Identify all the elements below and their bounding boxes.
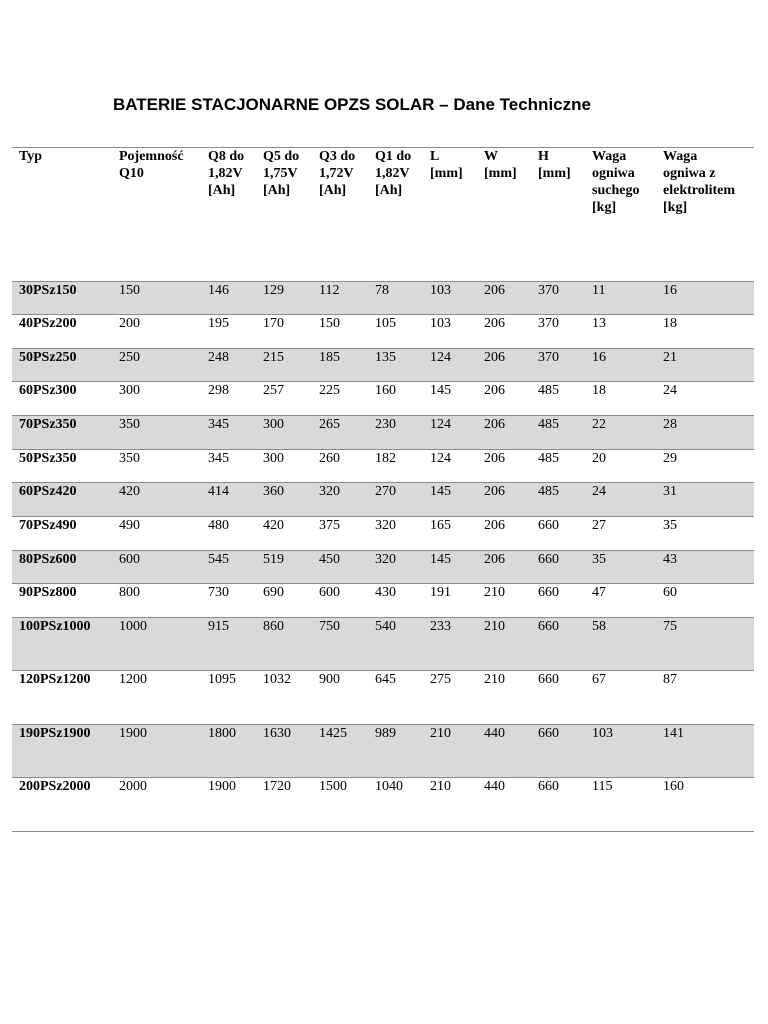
header-label: [mm] xyxy=(484,166,517,181)
table-row xyxy=(12,618,754,671)
table-cell: 989 xyxy=(375,726,396,741)
table-row xyxy=(12,450,754,483)
table-cell: 1000 xyxy=(119,619,147,634)
table-cell: 370 xyxy=(538,350,559,365)
table-cell: 660 xyxy=(538,672,559,687)
table-cell: 485 xyxy=(538,417,559,432)
table-cell: 860 xyxy=(263,619,284,634)
table-row xyxy=(12,671,754,725)
table-cell: 135 xyxy=(375,350,396,365)
table-cell: 660 xyxy=(538,726,559,741)
table-cell: 1040 xyxy=(375,779,403,794)
table-header-cell xyxy=(477,148,531,281)
table-cell: 24 xyxy=(663,383,677,398)
table-cell: 191 xyxy=(430,585,451,600)
table-cell: 206 xyxy=(484,383,505,398)
table-cell: 195 xyxy=(208,316,229,331)
table-cell: 35 xyxy=(592,552,606,567)
header-label: 1,72V xyxy=(319,166,354,181)
table-cell: 730 xyxy=(208,585,229,600)
table-cell: 915 xyxy=(208,619,229,634)
table-cell: 206 xyxy=(484,451,505,466)
table-cell: 320 xyxy=(375,518,396,533)
table-cell: 375 xyxy=(319,518,340,533)
header-label: [kg] xyxy=(592,200,617,215)
table-cell: 11 xyxy=(592,283,606,298)
table-header-cell xyxy=(12,148,112,281)
table-cell: 545 xyxy=(208,552,229,567)
header-label: [Ah] xyxy=(263,183,291,198)
header-label: 1,82V xyxy=(208,166,243,181)
table-cell: 206 xyxy=(484,552,505,567)
table-cell: 490 xyxy=(119,518,140,533)
table-row xyxy=(12,416,754,450)
header-label: 1,82V xyxy=(375,166,410,181)
table-header-cell xyxy=(423,148,477,281)
battery-type-cell: 70PSz350 xyxy=(19,417,77,432)
header-label: [mm] xyxy=(538,166,571,181)
battery-type-cell: 50PSz350 xyxy=(19,451,77,466)
table-cell: 300 xyxy=(119,383,140,398)
table-row xyxy=(12,584,754,618)
table-cell: 450 xyxy=(319,552,340,567)
table-cell: 206 xyxy=(484,417,505,432)
table-cell: 210 xyxy=(484,672,505,687)
table-cell: 150 xyxy=(319,316,340,331)
table-cell: 298 xyxy=(208,383,229,398)
header-label: [Ah] xyxy=(319,183,347,198)
table-row xyxy=(12,282,754,315)
table-cell: 103 xyxy=(430,316,451,331)
table-cell: 206 xyxy=(484,484,505,499)
table-cell: 31 xyxy=(663,484,677,499)
table-header-cell xyxy=(368,148,423,281)
table-cell: 600 xyxy=(119,552,140,567)
table-cell: 185 xyxy=(319,350,340,365)
table-row xyxy=(12,551,754,584)
table-row xyxy=(12,483,754,517)
table-cell: 265 xyxy=(319,417,340,432)
table-cell: 24 xyxy=(592,484,606,499)
table-cell: 440 xyxy=(484,779,505,794)
header-label: Q8 do xyxy=(208,149,245,164)
table-cell: 660 xyxy=(538,779,559,794)
table-cell: 129 xyxy=(263,283,284,298)
table-cell: 660 xyxy=(538,585,559,600)
header-label: Q10 xyxy=(119,166,144,181)
table-cell: 146 xyxy=(208,283,229,298)
table-cell: 900 xyxy=(319,672,340,687)
table-cell: 27 xyxy=(592,518,606,533)
table-cell: 160 xyxy=(663,779,684,794)
table-cell: 145 xyxy=(430,552,451,567)
table-cell: 345 xyxy=(208,417,229,432)
header-label: W xyxy=(484,149,498,164)
table-cell: 257 xyxy=(263,383,284,398)
table-cell: 420 xyxy=(119,484,140,499)
table-cell: 16 xyxy=(592,350,606,365)
table-cell: 260 xyxy=(319,451,340,466)
battery-type-cell: 90PSz800 xyxy=(19,585,77,600)
header-label: Typ xyxy=(19,149,43,164)
table-cell: 350 xyxy=(119,417,140,432)
table-cell: 440 xyxy=(484,726,505,741)
table-cell: 18 xyxy=(663,316,677,331)
header-label: L xyxy=(430,149,440,164)
table-cell: 485 xyxy=(538,451,559,466)
table-cell: 1900 xyxy=(208,779,236,794)
table-header-cell xyxy=(201,148,256,281)
table-cell: 87 xyxy=(663,672,677,687)
table-row xyxy=(12,382,754,416)
table-cell: 43 xyxy=(663,552,677,567)
table-cell: 215 xyxy=(263,350,284,365)
table-cell: 58 xyxy=(592,619,606,634)
table-header-cell xyxy=(585,148,656,281)
table-cell: 370 xyxy=(538,283,559,298)
header-label: ogniwa xyxy=(592,166,635,181)
table-cell: 1800 xyxy=(208,726,236,741)
table-row xyxy=(12,725,754,778)
battery-type-cell: 60PSz300 xyxy=(19,383,77,398)
table-cell: 206 xyxy=(484,316,505,331)
table-cell: 2000 xyxy=(119,779,147,794)
header-label: Q5 do xyxy=(263,149,300,164)
table-cell: 182 xyxy=(375,451,396,466)
table-cell: 420 xyxy=(263,518,284,533)
table-cell: 414 xyxy=(208,484,229,499)
table-cell: 210 xyxy=(484,585,505,600)
table-cell: 210 xyxy=(484,619,505,634)
table-cell: 660 xyxy=(538,619,559,634)
table-cell: 103 xyxy=(430,283,451,298)
table-cell: 206 xyxy=(484,518,505,533)
battery-type-cell: 100PSz1000 xyxy=(19,619,91,634)
battery-type-cell: 120PSz1200 xyxy=(19,672,91,687)
table-cell: 248 xyxy=(208,350,229,365)
header-label: 1,75V xyxy=(263,166,298,181)
table-cell: 124 xyxy=(430,451,451,466)
table-cell: 28 xyxy=(663,417,677,432)
table-cell: 485 xyxy=(538,383,559,398)
battery-type-cell: 60PSz420 xyxy=(19,484,77,499)
table-cell: 320 xyxy=(319,484,340,499)
table-cell: 60 xyxy=(663,585,677,600)
table-cell: 485 xyxy=(538,484,559,499)
table-cell: 233 xyxy=(430,619,451,634)
table-cell: 78 xyxy=(375,283,389,298)
table-cell: 345 xyxy=(208,451,229,466)
table-cell: 1500 xyxy=(319,779,347,794)
table-cell: 112 xyxy=(319,283,340,298)
table-cell: 75 xyxy=(663,619,677,634)
table-cell: 645 xyxy=(375,672,396,687)
table-row xyxy=(12,778,754,832)
header-label: Q3 do xyxy=(319,149,356,164)
header-label: H xyxy=(538,149,549,164)
table-cell: 22 xyxy=(592,417,606,432)
table-cell: 115 xyxy=(592,779,613,794)
table-cell: 124 xyxy=(430,350,451,365)
table-cell: 300 xyxy=(263,451,284,466)
table-cell: 250 xyxy=(119,350,140,365)
header-label: suchego xyxy=(592,183,640,198)
table-cell: 1720 xyxy=(263,779,291,794)
battery-type-cell: 80PSz600 xyxy=(19,552,77,567)
table-cell: 320 xyxy=(375,552,396,567)
battery-type-cell: 50PSz250 xyxy=(19,350,77,365)
table-cell: 660 xyxy=(538,518,559,533)
table-cell: 800 xyxy=(119,585,140,600)
table-cell: 270 xyxy=(375,484,396,499)
table-cell: 200 xyxy=(119,316,140,331)
table-cell: 165 xyxy=(430,518,451,533)
table-cell: 170 xyxy=(263,316,284,331)
table-cell: 16 xyxy=(663,283,677,298)
table-cell: 29 xyxy=(663,451,677,466)
table-cell: 230 xyxy=(375,417,396,432)
table-row xyxy=(12,517,754,551)
table-cell: 480 xyxy=(208,518,229,533)
header-label: [Ah] xyxy=(208,183,236,198)
table-cell: 35 xyxy=(663,518,677,533)
table-cell: 1032 xyxy=(263,672,291,687)
table-header-cell xyxy=(656,148,754,281)
table-row xyxy=(12,315,754,349)
table-cell: 300 xyxy=(263,417,284,432)
page-title: BATERIE STACJONARNE OPZS SOLAR – Dane Techniczne xyxy=(113,95,591,114)
table-header-cell xyxy=(256,148,312,281)
table-cell: 20 xyxy=(592,451,606,466)
table-cell: 18 xyxy=(592,383,606,398)
battery-type-cell: 200PSz2000 xyxy=(19,779,91,794)
table-cell: 1630 xyxy=(263,726,291,741)
header-label: Waga xyxy=(663,149,698,164)
table-cell: 1200 xyxy=(119,672,147,687)
battery-type-cell: 190PSz1900 xyxy=(19,726,91,741)
table-cell: 103 xyxy=(592,726,613,741)
table-header-cell xyxy=(312,148,368,281)
table-cell: 206 xyxy=(484,350,505,365)
header-label: Waga xyxy=(592,149,627,164)
header-label: [mm] xyxy=(430,166,463,181)
table-cell: 540 xyxy=(375,619,396,634)
table-cell: 519 xyxy=(263,552,284,567)
table-cell: 210 xyxy=(430,726,451,741)
table-cell: 105 xyxy=(375,316,396,331)
table-header-cell xyxy=(531,148,585,281)
header-label: elektrolitem xyxy=(663,183,736,198)
table-cell: 275 xyxy=(430,672,451,687)
battery-type-cell: 70PSz490 xyxy=(19,518,77,533)
battery-type-cell: 30PSz150 xyxy=(19,283,77,298)
battery-type-cell: 40PSz200 xyxy=(19,316,77,331)
table-header-cell xyxy=(112,148,201,281)
table-cell: 660 xyxy=(538,552,559,567)
table-cell: 350 xyxy=(119,451,140,466)
spec-table xyxy=(12,147,754,832)
table-cell: 225 xyxy=(319,383,340,398)
table-cell: 210 xyxy=(430,779,451,794)
table-row xyxy=(12,349,754,382)
table-cell: 600 xyxy=(319,585,340,600)
table-header-row xyxy=(12,148,754,282)
table-cell: 206 xyxy=(484,283,505,298)
table-cell: 1095 xyxy=(208,672,236,687)
table-cell: 47 xyxy=(592,585,606,600)
table-cell: 124 xyxy=(430,417,451,432)
table-cell: 145 xyxy=(430,383,451,398)
table-cell: 160 xyxy=(375,383,396,398)
header-label: [Ah] xyxy=(375,183,403,198)
header-label: Q1 do xyxy=(375,149,412,164)
table-cell: 370 xyxy=(538,316,559,331)
table-cell: 150 xyxy=(119,283,140,298)
header-label: ogniwa z xyxy=(663,166,716,181)
table-cell: 67 xyxy=(592,672,606,687)
table-cell: 690 xyxy=(263,585,284,600)
table-cell: 145 xyxy=(430,484,451,499)
header-label: Pojemność xyxy=(119,149,184,164)
table-cell: 13 xyxy=(592,316,606,331)
table-cell: 1900 xyxy=(119,726,147,741)
table-cell: 21 xyxy=(663,350,677,365)
table-cell: 360 xyxy=(263,484,284,499)
table-cell: 430 xyxy=(375,585,396,600)
table-cell: 1425 xyxy=(319,726,347,741)
table-cell: 750 xyxy=(319,619,340,634)
table-cell: 141 xyxy=(663,726,684,741)
header-label: [kg] xyxy=(663,200,688,215)
